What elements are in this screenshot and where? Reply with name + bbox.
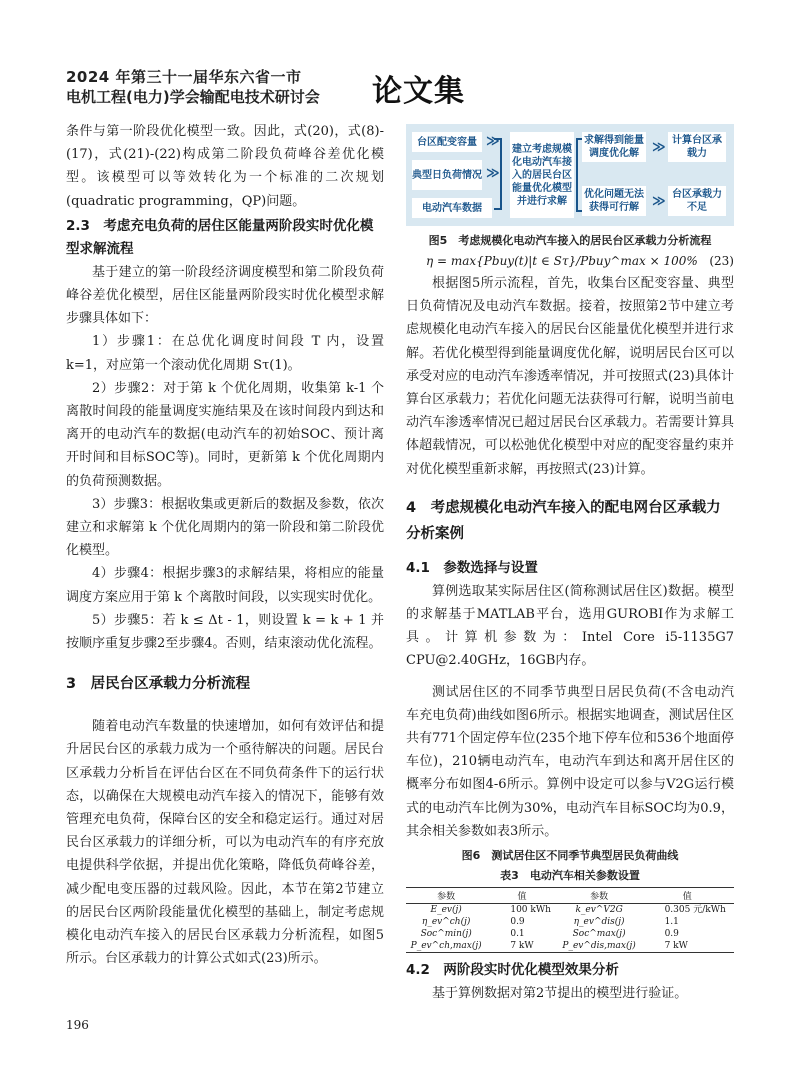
step-3: 3）步骤3：根据收集或更新后的数据及参数，依次建立和求解第 k 个优化周期内的第一阶段和第二阶段优化模型。 <box>66 496 384 559</box>
table-cell: k_ev^V2G <box>575 905 623 916</box>
table-cell: P_ev^dis,max(j) <box>558 940 641 953</box>
paragraph: 条件与第一阶段优化模型一致。因此，式(20)，式(8)-(17)，式(21)-(22)构成第二阶段负荷峰谷差优化模型。该模型可以等效转化为一个标准的二次规划(quadratic programming，QP)问题。 <box>66 124 384 209</box>
equation-23 <box>406 250 734 272</box>
flow-arrow: ≫ <box>652 194 666 209</box>
flow-box-typical-load: 典型日负荷情况 <box>412 160 482 190</box>
table-header: 参数 <box>558 888 641 904</box>
section-heading-4: 4 考虑规模化电动汽车接入的配电网台区承载力分析案例 <box>406 499 721 542</box>
table-header: 值 <box>486 888 557 904</box>
table-cell: 1.1 <box>664 917 679 928</box>
flow-arrow: ≫ <box>486 134 500 149</box>
paragraph: 算例选取某实际居住区(简称测试居住区)数据。模型的求解基于MATLAB平台，选用GUROBI作为求解工具。计算机参数为：Intel Core i5-1135G7 CPU@2.40GHz，16GB内存。 <box>406 583 734 669</box>
table-row <box>406 940 734 953</box>
flow-arrow: ≫ <box>652 140 666 155</box>
figure-6-caption: 图6 测试居住区不同季节典型居民负荷曲线 <box>461 849 679 863</box>
equation-23-formula: η = max{Pbuy(t)|t ∈ Sτ}/Pbuy^max × 100% <box>426 254 698 268</box>
table-header: 参数 <box>406 888 486 904</box>
flow-box-capacity-insufficient: 台区承载力不足 <box>668 186 726 216</box>
table-3 <box>406 887 734 953</box>
step-4: 4）步骤4：根据步骤3的求解结果，将相应的能量调度方案应用于第 k 个离散时间段，以实现实时优化。 <box>66 566 384 605</box>
section-heading-3: 3 居民台区承载力分析流程 <box>66 676 251 693</box>
flow-arrow: ≫ <box>486 166 500 181</box>
header-proceedings-title: 论文集 <box>372 74 465 109</box>
table-3-caption: 表3 电动汽车相关参数设置 <box>500 869 640 883</box>
page-number: 196 <box>66 1018 89 1032</box>
step-5: 5）步骤5：若 k ≤ Δt - 1，则设置 k = k + 1 并按顺序重复步骤2至步骤4。否则，结束滚动优化流程。 <box>66 612 384 652</box>
flow-box-no-feasible: 优化问题无法获得可行解 <box>582 186 646 216</box>
flow-box-compute-capacity: 计算台区承载力 <box>668 132 726 162</box>
table-cell: η_ev^ch(j) <box>421 917 471 928</box>
table-cell: Soc^min(j) <box>420 929 472 940</box>
section-heading-2-3: 2.3 考虑充电负荷的居住区能量两阶段实时优化模型求解流程 <box>66 217 374 257</box>
table-cell: P_ev^ch,max(j) <box>406 940 486 953</box>
table-header: 值 <box>641 888 734 904</box>
paragraph: 测试居住区的不同季节典型日居民负荷(不含电动汽车充电负荷)曲线如图6所示。根据实地调查，测试居住区共有771个固定停车位(235个地下停车位和536个地面停车位)，210辆电动汽车，电动汽车到达和离开居住区的概率分布如图4-6所示。算例中设定可以参与V2G运行模式的电动汽车比例为30%，电动汽车目标SOC均为0.9，其余相关参数如表3所示。 <box>406 684 734 839</box>
table-cell: 0.9 <box>510 917 525 928</box>
flow-box-transformer-capacity: 台区配变容量 <box>412 132 482 152</box>
flow-box-build-model: 建立考虑规模化电动汽车接入的居民台区能量优化模型并进行求解 <box>510 132 574 218</box>
step-2: 2）步骤2：对于第 k 个优化周期，收集第 k-1 个离散时间段的能量调度实施结果及在该时间段内到达和离开的电动汽车的数据(电动汽车的初始SOC、预计离开时间和目标SOC等)。同时，更新第 k 个优化周期内的负荷预测数据。 <box>66 380 384 489</box>
table-cell: 0.305 元/kWh <box>664 905 726 916</box>
table-cell: 7 kW <box>486 940 557 953</box>
paragraph: 根据图5所示流程，首先，收集台区配变容量、典型日负荷情况及电动汽车数据。接着，按照第2节中建立考虑规模化电动汽车接入的居民台区能量优化模型并进行求解。若优化模型得到能量调度优化解，说明居民台区可以承受对应的电动汽车渗透率情况，并可按照式(23)具体计算台区承载力；若优化问题无法获得可行解，说明当前电动汽车渗透率情况已超过居民台区承载力。若需要计算具体超载情况，可以松弛优化模型中对应的配变容量约束并对优化模型重新求解，再按照式(23)计算。 <box>406 276 734 477</box>
paragraph: 基于算例数据对第2节提出的模型进行验证。 <box>432 986 688 1002</box>
table-cell: 0.9 <box>664 929 679 940</box>
figure-5-caption: 图5 考虑规模化电动汽车接入的居民台区承载力分析流程 <box>428 234 712 247</box>
figure-5-flowchart <box>406 124 734 226</box>
table-row <box>406 904 734 917</box>
step-1: 1）步骤1：在总优化调度时间段 T 内，设置 k=1，对应第一个滚动优化周期 Sτ(1)。 <box>66 334 384 373</box>
table-row <box>406 928 734 940</box>
left-column <box>66 120 384 971</box>
table-cell: η_ev^dis(j) <box>573 917 625 928</box>
header-conference-line1: 2024 年第三十一届华东六省一市 <box>66 68 302 86</box>
table-cell: 0.1 <box>510 929 525 940</box>
table-cell: Soc^max(j) <box>572 929 626 940</box>
table-cell: 100 kWh <box>510 905 551 916</box>
flow-box-dispatch-solution: 求解得到能量调度优化解 <box>582 132 646 162</box>
table-row <box>406 916 734 928</box>
paragraph: 基于建立的第一阶段经济调度模型和第二阶段负荷峰谷差优化模型，居住区能量两阶段实时优化模型求解步骤具体如下： <box>66 264 384 327</box>
equation-23-number: (23) <box>709 254 734 268</box>
table-cell: 7 kW <box>641 940 734 953</box>
table-cell: E_ev(j) <box>430 905 462 916</box>
header-conference-line2: 电机工程(电力)学会输配电技术研讨会 <box>66 88 320 106</box>
section-heading-4-1: 4.1 参数选择与设置 <box>406 559 538 576</box>
flow-box-ev-data: 电动汽车数据 <box>412 198 492 218</box>
section-heading-4-2: 4.2 两阶段实时优化模型效果分析 <box>406 962 619 979</box>
page-header <box>66 64 746 108</box>
paragraph: 随着电动汽车数量的快速增加，如何有效评估和提升居民台区的承载力成为一个亟待解决的问题。居民台区承载力分析旨在评估台区在不同负荷条件下的运行状态，以确保在大规模电动汽车接入的情况下，能够有效管理充电负荷，保障台区的安全和稳定运行。通过对居民台区承载力的详细分析，可以为电动汽车的有序充放电提供科学依据，并提出优化策略，降低负荷峰谷差，减少配电变压器的过载风险。因此，本节在第2节建立的居民台区两阶段能量优化模型的基础上，制定考虑规模化电动汽车接入的居民台区承载力分析流程，如图5所示。台区承载力的计算公式如式(23)所示。 <box>66 719 384 967</box>
right-column <box>406 124 734 1005</box>
